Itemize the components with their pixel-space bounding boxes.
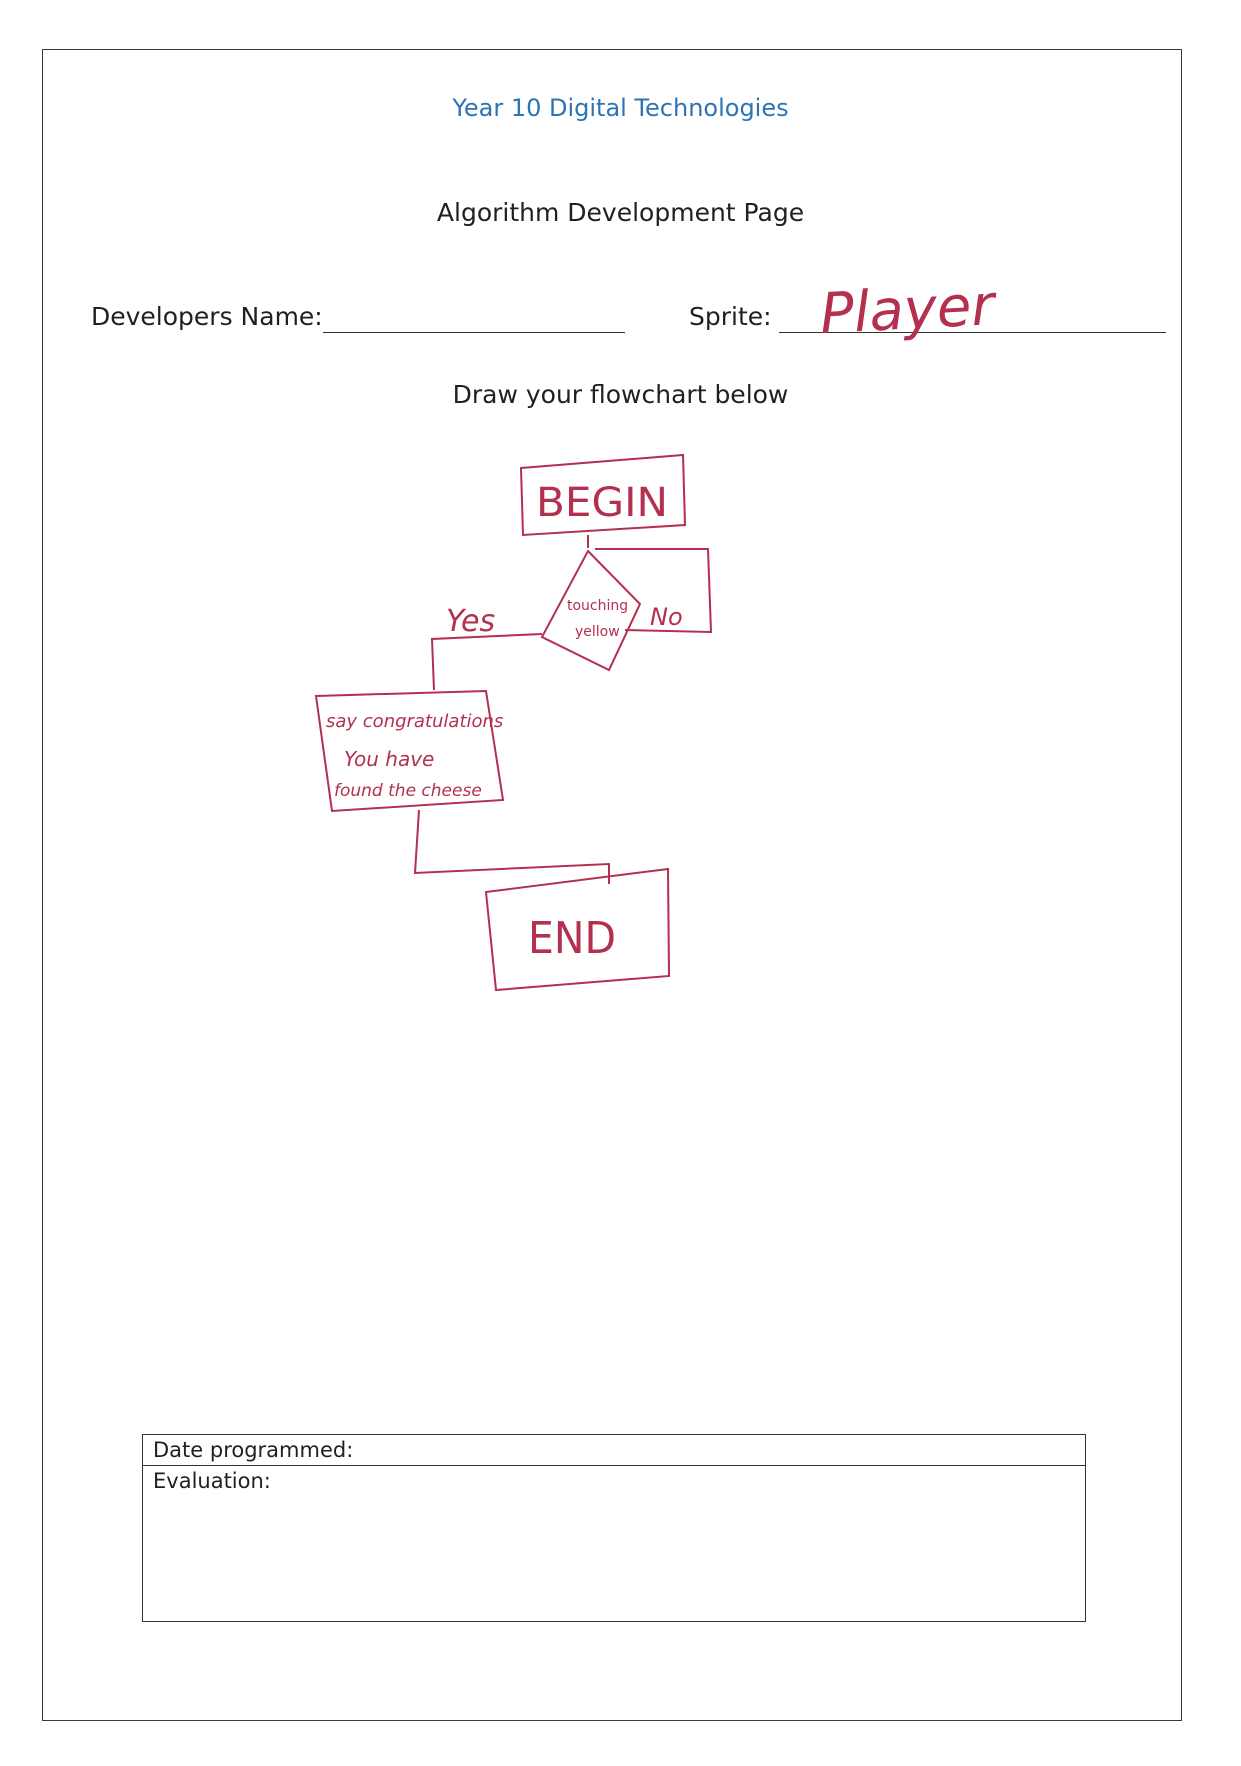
yes-label: Yes bbox=[446, 604, 496, 639]
evaluation-label: Evaluation: bbox=[153, 1469, 271, 1493]
action-label-line3: found the cheese bbox=[334, 781, 482, 801]
date-programmed-row[interactable] bbox=[143, 1435, 1085, 1466]
developer-name-label: Developers Name: bbox=[91, 302, 323, 331]
no-label: No bbox=[650, 603, 683, 631]
connector-action-end bbox=[415, 810, 609, 884]
evaluation-row[interactable] bbox=[143, 1466, 1085, 1497]
page-header: Year 10 Digital Technologies bbox=[452, 94, 789, 122]
sprite-label: Sprite: bbox=[689, 302, 772, 331]
decision-label-line1: touching bbox=[567, 598, 629, 614]
page-title: Algorithm Development Page bbox=[436, 198, 805, 227]
sprite-handwritten-value: Player bbox=[818, 273, 996, 348]
action-label-line1: say congratulations bbox=[326, 711, 504, 732]
action-label-line2: You have bbox=[344, 747, 435, 771]
decision-label-line2: yellow bbox=[575, 624, 620, 640]
end-label: END bbox=[528, 913, 616, 964]
flowchart-instruction: Draw your flowchart below bbox=[452, 380, 789, 409]
begin-label: BEGIN bbox=[536, 480, 668, 526]
yes-path bbox=[432, 634, 542, 690]
date-programmed-label: Date programmed: bbox=[153, 1438, 354, 1462]
evaluation-table bbox=[142, 1434, 1086, 1622]
